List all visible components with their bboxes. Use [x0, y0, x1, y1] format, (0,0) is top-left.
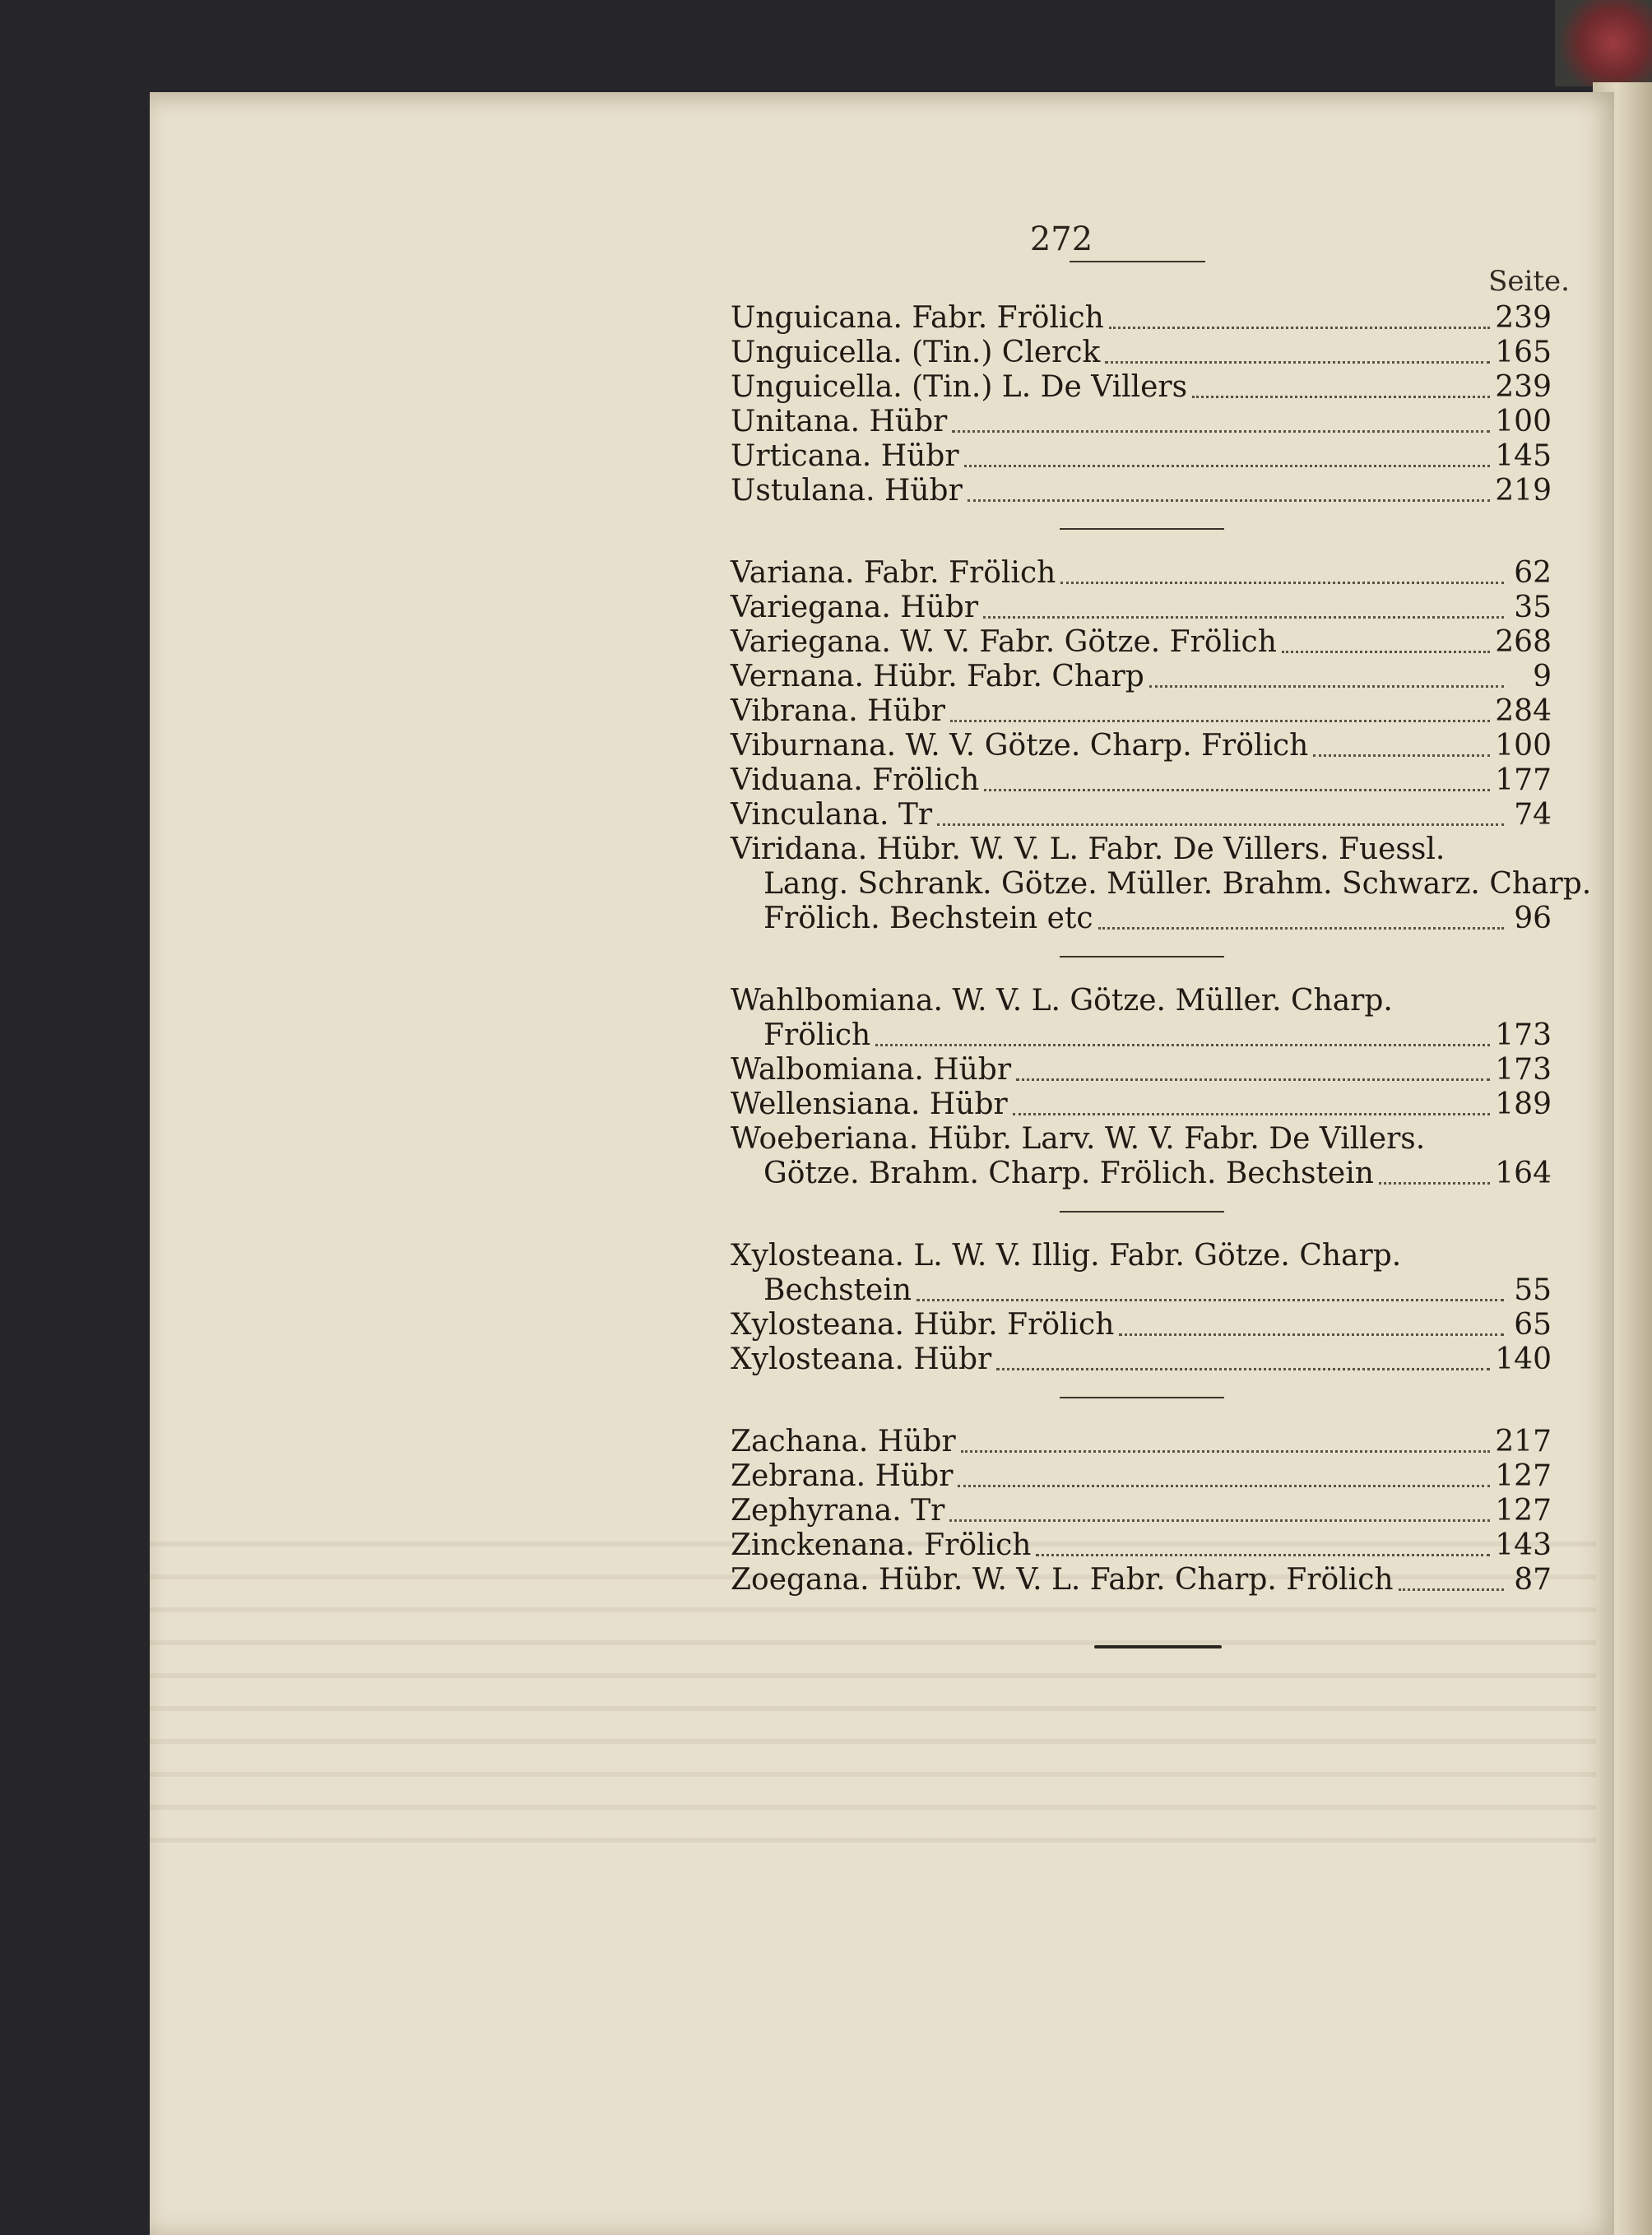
index-entry: [731, 1087, 1552, 1122]
entry-page: 74: [1514, 798, 1552, 832]
entry-name: Wellensiana. Hübr: [731, 1087, 1008, 1121]
index-entry: [731, 336, 1552, 370]
index-entry: [731, 625, 1552, 660]
entry-name: Frölich: [763, 1018, 871, 1052]
index-entry: [731, 867, 1592, 902]
column-header: Seite.: [1488, 265, 1570, 298]
entry-page: 173: [1495, 1018, 1552, 1052]
index-entry: [731, 1018, 1552, 1053]
entry-page: 239: [1495, 370, 1552, 404]
dot-leader: [1399, 1580, 1504, 1591]
index-entry: [731, 1459, 1552, 1494]
section-separator: [731, 936, 1552, 984]
dot-leader: [949, 1511, 1490, 1522]
index-entry: [731, 1342, 1552, 1377]
index-entry: [731, 984, 1552, 1018]
index-entry: [731, 474, 1552, 508]
entry-page: 65: [1514, 1308, 1552, 1342]
dot-leader: [1016, 1070, 1490, 1081]
dot-leader: [950, 712, 1490, 722]
dot-leader: [1036, 1546, 1490, 1556]
entry-name: Frölich. Bechstein etc: [763, 902, 1093, 935]
entry-name: Zoegana. Hübr. W. V. L. Fabr. Charp. Frölich: [731, 1563, 1394, 1597]
index-entry: [731, 763, 1552, 798]
entry-page: 140: [1495, 1342, 1552, 1376]
dot-leader: [1282, 642, 1490, 653]
entry-page: 284: [1495, 694, 1552, 728]
dot-leader: [937, 815, 1504, 826]
entry-page: 87: [1514, 1563, 1552, 1597]
entry-name: Xylosteana. L. W. V. Illig. Fabr. Götze. Charp.: [731, 1239, 1402, 1273]
index-entry: [731, 1528, 1552, 1563]
dot-leader: [996, 1360, 1490, 1370]
entry-name: Unguicella. (Tin.) L. De Villers: [731, 370, 1188, 404]
entry-name: Lang. Schrank. Götze. Müller. Brahm. Schwarz. Charp.: [763, 867, 1592, 901]
entry-name: Zebrana. Hübr: [731, 1459, 954, 1493]
entry-name: Zephyrana. Tr: [731, 1494, 945, 1528]
index-entry: [731, 1157, 1552, 1191]
entry-page: 177: [1495, 763, 1552, 797]
entry-name: Wahlbomiana. W. V. L. Götze. Müller. Charp.: [731, 984, 1393, 1018]
end-rule: [1094, 1645, 1222, 1648]
dot-leader: [968, 491, 1490, 502]
entry-page: 62: [1514, 556, 1552, 590]
entry-page: 217: [1495, 1425, 1552, 1458]
index-entry: [731, 405, 1552, 439]
entry-page: 145: [1495, 439, 1552, 473]
index-entry: [731, 1053, 1552, 1087]
index-entry: [731, 1308, 1552, 1342]
entry-name: Woeberiana. Hübr. Larv. W. V. Fabr. De Villers.: [731, 1122, 1426, 1156]
entry-name: Viridana. Hübr. W. V. L. Fabr. De Villers. Fuessl.: [731, 832, 1446, 866]
index-entry: [731, 694, 1552, 729]
dot-leader: [1192, 387, 1490, 398]
entry-page: 127: [1495, 1459, 1552, 1493]
page-number-rule: [1070, 261, 1205, 262]
dot-leader: [1149, 677, 1504, 688]
dot-leader: [875, 1036, 1490, 1046]
entry-page: 219: [1495, 474, 1552, 508]
entry-name: Variegana. W. V. Fabr. Götze. Frölich: [731, 625, 1277, 659]
entry-name: Unitana. Hübr: [731, 405, 948, 438]
index-entry: [731, 556, 1552, 591]
entry-page: 189: [1495, 1087, 1552, 1121]
dot-leader: [1098, 919, 1504, 930]
index-entry: [731, 1239, 1552, 1273]
entry-name: Xylosteana. Hübr: [731, 1342, 992, 1376]
dot-leader: [983, 608, 1504, 619]
entry-name: Vibrana. Hübr: [731, 694, 945, 728]
dot-leader: [1013, 1105, 1491, 1115]
entry-name: Vernana. Hübr. Fabr. Charp: [731, 660, 1144, 693]
index-entry: [731, 660, 1552, 694]
dot-leader: [961, 1442, 1491, 1453]
entry-name: Variegana. Hübr: [731, 591, 979, 624]
entry-name: Vinculana. Tr: [731, 798, 933, 832]
index-entry: [731, 591, 1552, 625]
entry-name: Unguicella. (Tin.) Clerck: [731, 336, 1101, 369]
entry-page: 96: [1514, 902, 1552, 935]
entry-page: 164: [1495, 1157, 1552, 1190]
index-entry: [731, 301, 1552, 336]
dot-leader: [1313, 746, 1490, 757]
index-entry: [731, 798, 1552, 832]
dot-leader: [1060, 573, 1504, 584]
entry-name: Viduana. Frölich: [731, 763, 980, 797]
dot-leader: [916, 1291, 1504, 1301]
entry-page: 165: [1495, 336, 1552, 369]
dot-leader: [984, 781, 1490, 791]
index-entry: [731, 1122, 1552, 1157]
entry-page: 173: [1495, 1053, 1552, 1087]
entry-page: 100: [1495, 729, 1552, 763]
entry-page: 239: [1495, 301, 1552, 335]
entry-name: Viburnana. W. V. Götze. Charp. Frölich: [731, 729, 1309, 763]
index-entry: [731, 832, 1552, 867]
entry-name: Zinckenana. Frölich: [731, 1528, 1032, 1562]
entry-name: Walbomiana. Hübr: [731, 1053, 1012, 1087]
dot-leader: [952, 422, 1490, 433]
entry-page: 55: [1514, 1273, 1552, 1307]
entry-name: Variana. Fabr. Frölich: [731, 556, 1056, 590]
section-separator: [731, 508, 1552, 556]
section-separator: [731, 1191, 1552, 1239]
dot-leader: [964, 457, 1491, 467]
entry-name: Götze. Brahm. Charp. Frölich. Bechstein: [763, 1157, 1374, 1190]
dot-leader: [1379, 1174, 1490, 1185]
index-entry: [731, 1273, 1552, 1308]
section-separator: [731, 1377, 1552, 1425]
index-list: [731, 301, 1592, 1597]
entry-page: 127: [1495, 1494, 1552, 1528]
entry-name: Urticana. Hübr: [731, 439, 959, 473]
page-number: 272: [1029, 220, 1093, 258]
entry-name: Zachana. Hübr: [731, 1425, 956, 1458]
entry-page: 9: [1533, 660, 1552, 693]
entry-page: 35: [1514, 591, 1552, 624]
book-corner: [1555, 0, 1652, 86]
dot-leader: [958, 1477, 1490, 1487]
index-entry: [731, 1494, 1552, 1528]
entry-name: Unguicana. Fabr. Frölich: [731, 301, 1104, 335]
index-entry: [731, 370, 1552, 405]
entry-page: 143: [1495, 1528, 1552, 1562]
index-entry: [731, 1425, 1552, 1459]
dot-leader: [1119, 1325, 1504, 1336]
dot-leader: [1109, 318, 1490, 329]
index-entry: [731, 902, 1552, 936]
index-entry: [731, 439, 1552, 474]
entry-page: 268: [1495, 625, 1552, 659]
dot-leader: [1105, 353, 1490, 364]
index-entry: [731, 729, 1552, 763]
entry-page: 100: [1495, 405, 1552, 438]
index-entry: [731, 1563, 1552, 1597]
entry-name: Ustulana. Hübr: [731, 474, 963, 508]
entry-name: Bechstein: [763, 1273, 912, 1307]
entry-name: Xylosteana. Hübr. Frölich: [731, 1308, 1115, 1342]
